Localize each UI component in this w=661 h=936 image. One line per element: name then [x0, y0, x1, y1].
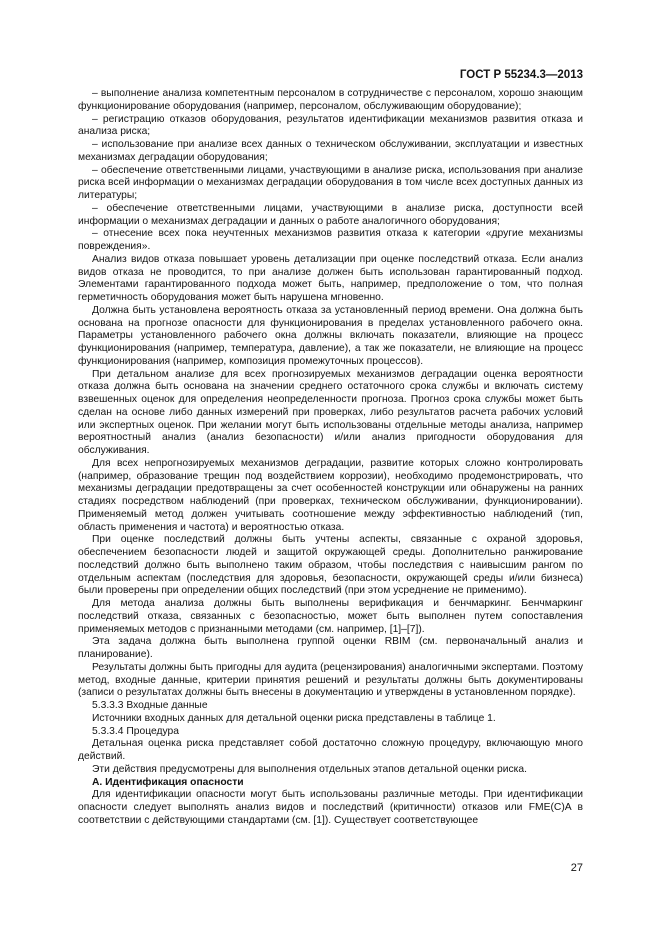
- paragraph: – регистрацию отказов оборудования, результатов идентификации механизмов развития отказа и анализа риска;: [78, 113, 583, 138]
- paragraph: Должна быть установлена вероятность отказа за установленный период времени. Она должна быть основана на прогнозе опасности для функционирования в пределах установленного рабочего окна. Параметры установленного рабочего окна должны включать показатели, влияющие на процесс функционирования (например, температура, давление), а так же показатели, не влияющие на процесс функционирования (например, композиция промежуточных процессов).: [78, 304, 583, 367]
- paragraph: При детальном анализе для всех прогнозируемых механизмов деградации оценка вероятности отказа должна быть основана на значении среднего остаточного срока службы и включать систему взвешенных оценок для определения неопределенности прогноза. Прогноз срока службы может быть сделан на основе либо данных измерений при проверках, либо результатов расчета рабочих условий или экспертных оценок. При желании могут быть использованы отдельные методы анализа, например вероятностный анализ (анализ безопасности) и/или анализ пригодности оборудования для обслуживания.: [78, 368, 583, 456]
- paragraph: Источники входных данных для детальной оценки риска представлены в таблице 1.: [92, 712, 496, 724]
- paragraph: Анализ видов отказа повышает уровень детализации при оценке последствий отказа. Если анализ видов отказа не проводится, то при анализе должен быть использован гарантированный подход. Элементами гарантированного подхода может быть, например, предположение о том, что полная герметичность оборудования может быть нарушена мгновенно.: [78, 253, 583, 303]
- paragraph: – обеспечение ответственными лицами, участвующими в анализе риска, использования при анализе риска всей информации о механизмах деградации оборудования в том числе всех доступных данных из литературы;: [78, 164, 583, 201]
- paragraph: – обеспечение ответственными лицами, участвующими в анализе риска, доступности всей информации о механизмах деградации и данных о работе аналогичного оборудования;: [78, 202, 583, 227]
- paragraph: При оценке последствий должны быть учтены аспекты, связанные с охраной здоровья, обеспечением безопасности людей и защитой окружающей среды. Дополнительно ранжирование последствий должно быть выполнено таким образом, чтобы последствия с наивысшим рангом по отдельным аспектам (последствия для здоровья, безопасности, окружающей среды и/или бизнеса) были проверены при определении общих последствий (при этом усреднение не применимо).: [78, 534, 583, 597]
- section-heading-5-3-3-3: 5.3.3.3 Входные данные: [92, 700, 208, 711]
- document-body: [78, 88, 583, 828]
- paragraph: Эти действия предусмотрены для выполнения отдельных этапов детальной оценки риска.: [92, 763, 527, 775]
- page-number: 27: [570, 862, 583, 874]
- paragraph: – отнесение всех пока неучтенных механизмов развития отказа к категории «другие механизмы повреждения».: [78, 228, 583, 252]
- paragraph: Для всех непрогнозируемых механизмов деградации, развитие которых сложно контролировать (например, образование трещин под воздействием коррозии), необходимо продемонстрировать, что механизмы деградации предотвращены за счет особенностей конструкции или обнаружены на ранних стадиях посредством наблюдений (при проверках, техническом обслуживании, функционировании). Применяемый метод должен учитывать соотношение между эффективностью наблюдений (тип, область применения и частота) и вероятностью отказа.: [78, 457, 583, 533]
- document-header: ГОСТ Р 55234.3—2013: [459, 69, 583, 81]
- subsection-heading: А. Идентификация опасности: [92, 776, 244, 788]
- paragraph: Детальная оценка риска представляет собой достаточно сложную процедуру, включающую много действий.: [78, 738, 583, 762]
- paragraph: Эта задача должна быть выполнена группой оценки RBIM (см. первоначальный анализ и планирование).: [78, 636, 583, 660]
- paragraph: – использование при анализе всех данных о техническом обслуживании, эксплуатации и известных механизмах деградации оборудования;: [78, 139, 583, 163]
- paragraph: Для метода анализа должны быть выполнены верификация и бенчмаркинг. Бенчмаркинг последствий отказа, связанных с безопасностью, может быть выполнен путем сопоставления применяемых методов с признанными методами (см. например, [1]–[7]).: [78, 598, 583, 635]
- section-heading-5-3-3-4: 5.3.3.4 Процедура: [92, 725, 179, 737]
- paragraph: – выполнение анализа компетентным персоналом в сотрудничестве с персоналом, хорошо знающим функционирование оборудования (например, персоналом, обслуживающим оборудование);: [78, 88, 583, 112]
- paragraph: Результаты должны быть пригодны для аудита (рецензирования) аналогичными экспертами. Поэтому метод, входные данные, критерии принятия решений и результаты должны быть документированы (записи о результатах должны быть внесены в документацию и утверждены в установленном порядке).: [78, 661, 583, 699]
- paragraph: Для идентификации опасности могут быть использованы различные методы. При идентификации опасности следует выполнять анализ видов и последствий (критичности) отказов или FME(C)A в соответствии с действующими стандартами (см. [1]). Существует соответствующее: [78, 789, 583, 826]
